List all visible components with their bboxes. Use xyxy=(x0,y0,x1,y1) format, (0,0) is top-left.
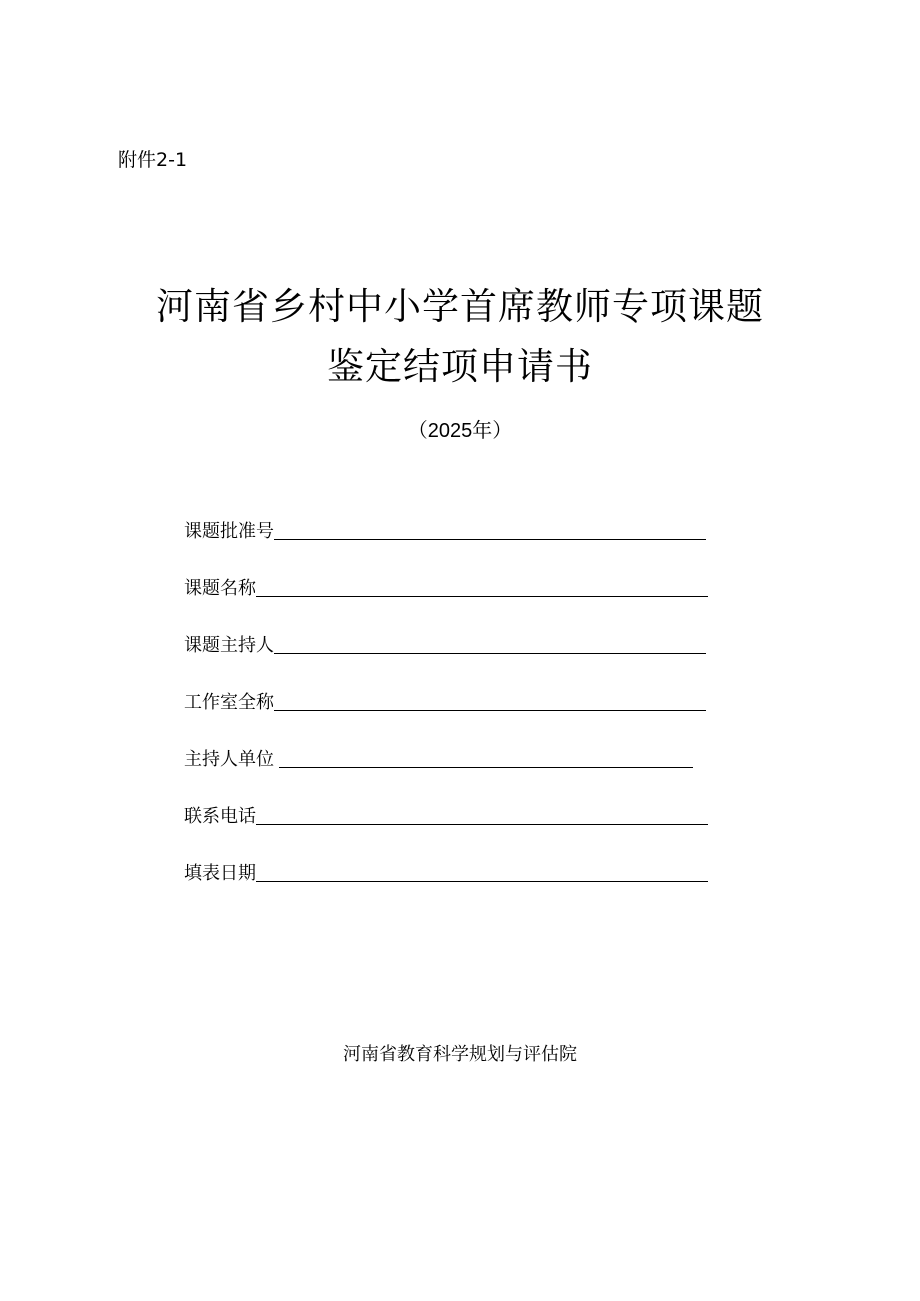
field-label: 课题批准号 xyxy=(184,521,274,542)
document-title-line1: 河南省乡村中小学首席教师专项课题 xyxy=(156,285,764,328)
field-label: 课题名称 xyxy=(184,578,256,599)
field-approval-number xyxy=(184,516,706,542)
field-contact-phone xyxy=(184,801,708,827)
document-title-line2: 鉴定结项申请书 xyxy=(327,345,593,388)
fill-line[interactable] xyxy=(274,637,706,654)
field-label: 工作室全称 xyxy=(184,692,274,713)
attachment-label: 附件2-1 xyxy=(118,149,188,171)
issuing-organization: 河南省教育科学规划与评估院 xyxy=(343,1044,577,1065)
fill-line[interactable] xyxy=(274,523,706,540)
fill-line[interactable] xyxy=(256,865,708,882)
field-label: 主持人单位 xyxy=(184,749,274,770)
field-label: 填表日期 xyxy=(184,863,256,884)
field-studio-full-name xyxy=(184,687,706,713)
field-project-name xyxy=(184,573,708,599)
field-fill-date xyxy=(184,858,708,884)
field-project-host xyxy=(184,630,706,656)
field-host-unit xyxy=(184,744,693,770)
fill-line[interactable] xyxy=(256,808,708,825)
document-year: （2025年） xyxy=(407,420,513,442)
fill-line[interactable] xyxy=(256,580,708,597)
field-label: 课题主持人 xyxy=(184,635,274,656)
fill-line[interactable] xyxy=(279,751,693,768)
field-label: 联系电话 xyxy=(184,806,256,827)
fill-line[interactable] xyxy=(274,694,706,711)
